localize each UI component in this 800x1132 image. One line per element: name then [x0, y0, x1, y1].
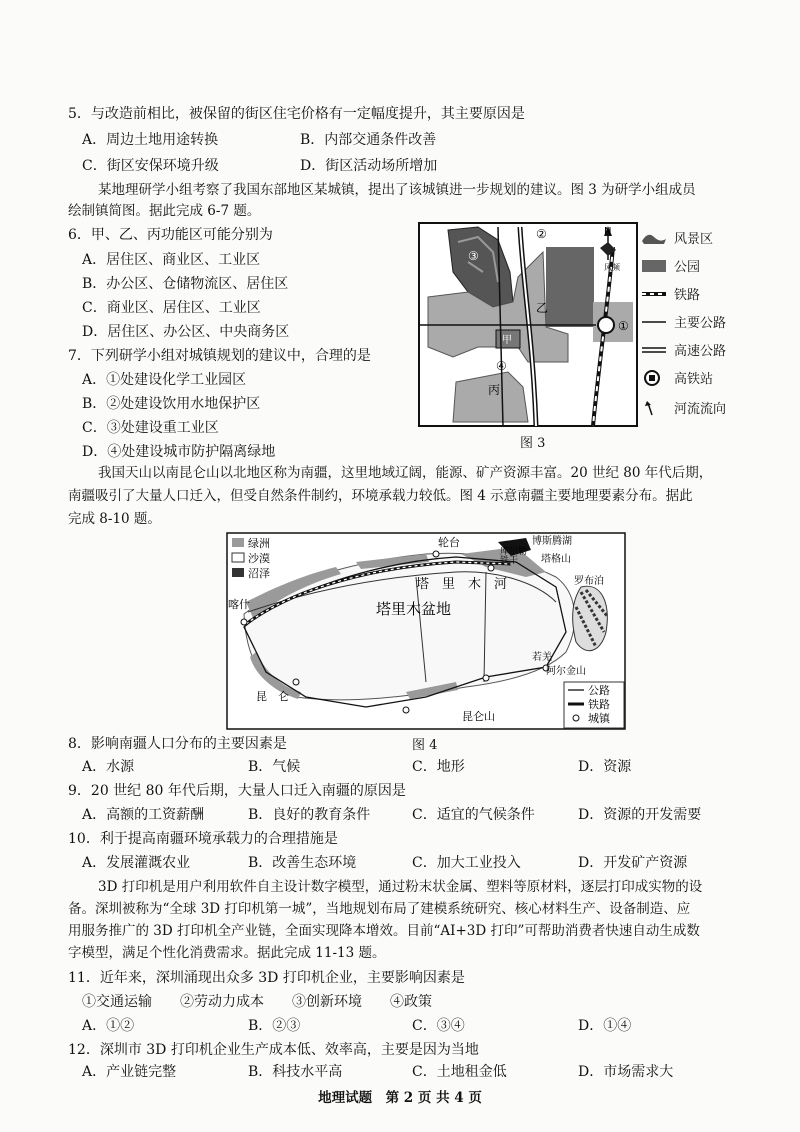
q8-option-d[interactable]: D．资源: [578, 759, 632, 775]
expressway-line-icon: [640, 343, 668, 357]
q12-option-d[interactable]: D．市场需求大: [578, 1064, 674, 1080]
river-flow-arrow-icon: [640, 400, 668, 416]
label-bosten-lake: 博斯腾湖: [532, 536, 572, 547]
q5-option-b[interactable]: B．内部交通条件改善: [300, 132, 437, 148]
q10-option-b[interactable]: B．改善生态环境: [248, 855, 357, 871]
map-label-1: ①: [618, 319, 629, 333]
q12-option-c[interactable]: C．土地租金低: [412, 1064, 507, 1080]
town-symbol-icon: [573, 715, 579, 721]
q5-option-d[interactable]: D．街区活动场所增加: [300, 158, 438, 174]
legend-town: 城镇: [588, 712, 610, 725]
oasis-swatch-icon: [232, 538, 244, 547]
label-kashi: 喀什: [228, 598, 250, 611]
q10-stem: 10．利于提高南疆环境承载力的合理措施是: [68, 831, 338, 847]
intro-6-7-line1: 某地理研学小组考察了我国东部地区某城镇，提出了该城镇进一步规划的建议。图 3 为研学小组成员: [98, 182, 696, 198]
q9-option-b[interactable]: B．良好的教育条件: [248, 807, 371, 823]
wind-label: 风频: [604, 263, 620, 272]
q5-stem: 5．与改造前相比，被保留的街区住宅价格有一定幅度提升，其主要原因是: [68, 106, 525, 122]
desert-swatch-icon: [232, 553, 244, 562]
intro-11-13-line3: 用服务推广的 3D 打印机全产业链，全面实现降本增效。目前“AI+3D 打印”可帮助消费者快速自动生成数: [68, 923, 700, 939]
railway-line-icon: [640, 287, 668, 301]
q12-stem: 12．深圳市 3D 打印机企业生产成本低、效率高，主要是因为当地: [68, 1042, 479, 1058]
q9-option-d[interactable]: D．资源的开发需要: [578, 807, 702, 823]
label-altun-mountain: 阿尔金山: [546, 666, 586, 677]
town-kashi-icon: [241, 619, 247, 625]
q8-stem: 8．影响南疆人口分布的主要因素是: [68, 736, 287, 752]
q11-stem: 11．近年来，深圳涌现出众多 3D 打印机企业，主要影响因素是: [68, 970, 465, 986]
legend-station: 高铁站: [640, 368, 713, 387]
legend-scenic: 风景区: [640, 228, 713, 247]
q12-option-a[interactable]: A．产业链完整: [82, 1064, 177, 1080]
label-tarim-basin: 塔里木盆地: [376, 600, 452, 618]
q7-stem: 7．下列研学小组对城镇规划的建议中，合理的是: [68, 348, 371, 364]
main-road-line-icon: [640, 315, 668, 329]
q11-option-c[interactable]: C．③④: [412, 1018, 465, 1034]
q7-option-a[interactable]: A．①处建设化学工业园区: [82, 372, 247, 388]
q8-option-a[interactable]: A．水源: [82, 759, 135, 775]
label-kunlun-west: 昆 仑: [256, 690, 289, 703]
map-label-2: ②: [536, 227, 547, 241]
q6-option-d[interactable]: D．居住区、办公区、中央商务区: [82, 324, 290, 340]
marsh-swatch-icon: [232, 568, 244, 577]
map-label-bing: 丙: [488, 383, 501, 397]
label-tarim-river: 塔 里 木 河: [416, 577, 508, 592]
scenic-swatch-icon: [640, 231, 668, 245]
q11-items: ①交通运输 ②劳动力成本 ③创新环境 ④政策: [82, 994, 432, 1010]
map-label-4: ④: [496, 359, 507, 373]
q7-option-b[interactable]: B．②处建设饮用水地保护区: [82, 396, 261, 412]
map-label-yi: 乙: [536, 301, 549, 315]
label-kunlun-mountain: 昆仑山: [462, 710, 495, 723]
map-label-3: ③: [468, 249, 479, 263]
legend-road: 公路: [588, 684, 610, 697]
intro-8-10-line2: 南疆吸引了大量人口迁入，但受自然条件制约，环境承载力较低。图 4 示意南疆主要地理要素分布。据此: [68, 488, 693, 504]
intro-8-10-line1: 我国天山以南昆仑山以北地区称为南疆，这里地域辽阔，能源、矿产资源丰富。20 世纪 80 年代后期，: [98, 465, 713, 481]
q6-option-a[interactable]: A．居住区、商业区、工业区: [82, 252, 261, 268]
high-speed-station-icon: [598, 317, 614, 333]
north-label: N: [604, 226, 612, 237]
town-southwest-icon: [293, 679, 299, 685]
q10-option-a[interactable]: A．发展灌溉农业: [82, 855, 191, 871]
map-label-jia: 甲: [502, 335, 512, 346]
q6-option-c[interactable]: C．商业区、居住区、工业区: [82, 300, 261, 316]
town-south2-icon: [403, 707, 409, 713]
legend-marsh: 沼泽: [248, 567, 270, 580]
intro-11-13-line4: 字模型，满足个性化消费需求。据此完成 11-13 题。: [68, 945, 386, 961]
figure-3-town-map: [418, 222, 638, 427]
q6-stem: 6．甲、乙、丙功能区可能分别为: [68, 227, 273, 243]
q9-stem: 9．20 世纪 80 年代后期，大量人口迁入南疆的原因是: [68, 783, 406, 799]
q10-option-c[interactable]: C．加大工业投入: [412, 855, 521, 871]
legend-desert: 沙漠: [248, 552, 270, 565]
q8-option-b[interactable]: B．气候: [248, 759, 301, 775]
park-swatch-icon: [640, 259, 668, 273]
legend-main-road: 主要公路: [640, 312, 726, 331]
q7-option-c[interactable]: C．③处建设重工业区: [82, 420, 219, 436]
legend-river-flow: 河流流向: [640, 398, 726, 417]
q11-option-d[interactable]: D．①④: [578, 1018, 632, 1034]
q5-option-c[interactable]: C．街区安保环境升级: [82, 158, 219, 174]
legend-rail: 铁路: [588, 698, 610, 711]
legend-park: 公园: [640, 256, 700, 275]
q10-option-d[interactable]: D．开发矿产资源: [578, 855, 688, 871]
park-shape: [546, 247, 594, 327]
q12-option-b[interactable]: B．科技水平高: [248, 1064, 343, 1080]
label-tiegan: 铁干: [500, 556, 519, 566]
intro-11-13-line2: 备。深圳被称为“全球 3D 打印机第一城”，当地规划布局了建模系统研究、核心材料生产、设备制造、应: [68, 901, 691, 917]
town-korla-icon: [488, 565, 494, 571]
label-korla: 库尔勒: [500, 547, 528, 557]
station-symbol-icon: [640, 369, 668, 387]
label-tage-mountain: 塔格山: [541, 554, 571, 565]
q9-option-a[interactable]: A．高额的工资薪酬: [82, 807, 205, 823]
q6-option-b[interactable]: B．办公区、仓储物流区、居住区: [82, 276, 289, 292]
page-footer: 地理试题 第 2 页 共 4 页: [318, 1090, 482, 1106]
q9-option-c[interactable]: C．适宜的气候条件: [412, 807, 535, 823]
legend-expressway: 高速公路: [640, 340, 726, 359]
figure-3-caption: 图 3: [520, 436, 546, 451]
town-luntai-icon: [433, 551, 439, 557]
q11-option-b[interactable]: B．②③: [248, 1018, 301, 1034]
q7-option-d[interactable]: D．④处建设城市防护隔离绿地: [82, 444, 276, 460]
figure-4-caption: 图 4: [412, 738, 438, 753]
label-luntai: 轮台: [438, 536, 460, 549]
intro-8-10-line3: 完成 8-10 题。: [68, 511, 161, 527]
figure-4-southern-xinjiang-map: [226, 532, 626, 730]
intro-6-7-line2: 绘制镇简图。据此完成 6-7 题。: [68, 203, 261, 219]
town-south-icon: [483, 675, 489, 681]
legend-railway: 铁路: [640, 284, 700, 303]
label-ruoqiang: 若羌: [532, 652, 552, 663]
q11-option-a[interactable]: A．①②: [82, 1018, 135, 1034]
q8-option-c[interactable]: C．地形: [412, 759, 465, 775]
label-lop-nur: 罗布泊: [574, 576, 604, 587]
legend-oasis: 绿洲: [248, 537, 270, 550]
q5-option-a[interactable]: A．周边土地用途转换: [82, 132, 219, 148]
intro-11-13-line1: 3D 打印机是用户利用软件自主设计数字模型，通过粉末状金属、塑料等原材料，逐层打印成实物的设: [98, 879, 703, 895]
